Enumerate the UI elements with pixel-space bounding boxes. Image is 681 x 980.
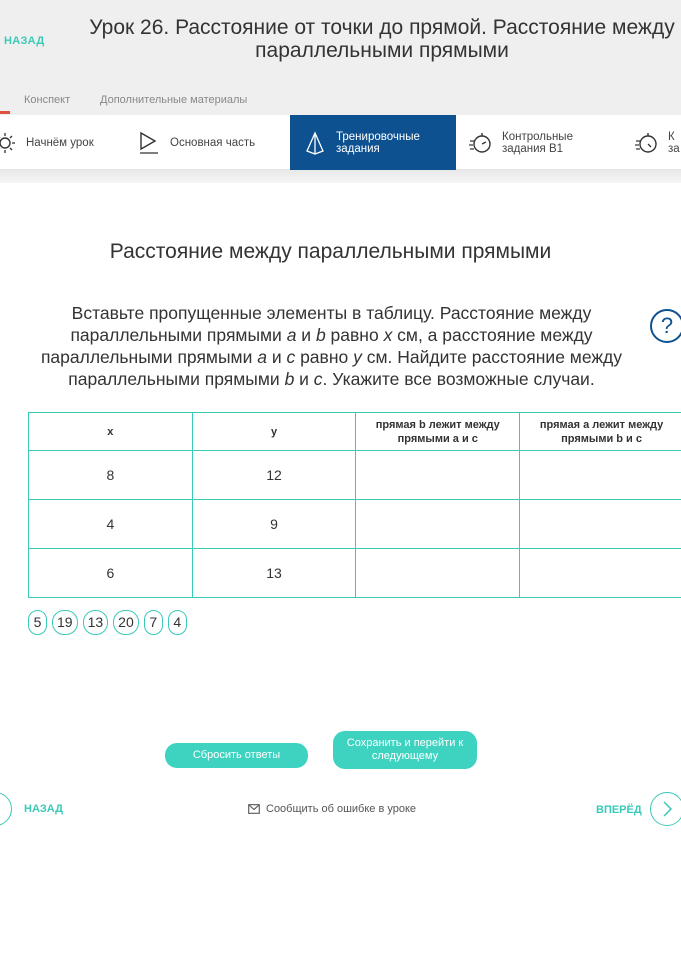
report-error-link[interactable] xyxy=(248,803,416,815)
save-and-next-button[interactable]: Сохранить и перейти к следующему xyxy=(333,731,477,769)
table-row xyxy=(29,500,681,549)
answer-chip[interactable]: 19 xyxy=(52,610,78,635)
pyramid-icon xyxy=(302,130,328,156)
tab-summary[interactable]: Конспект xyxy=(24,94,71,106)
lesson-tabs xyxy=(0,83,681,115)
step-main-part[interactable] xyxy=(136,115,286,170)
back-arrow-button[interactable] xyxy=(0,792,12,826)
back-link[interactable]: НАЗАД xyxy=(24,803,63,815)
sun-icon xyxy=(0,130,18,156)
drop-cell[interactable] xyxy=(356,549,520,598)
lesson-header xyxy=(0,0,681,83)
step-label: Тренировочные задания xyxy=(336,130,420,155)
step-start-lesson[interactable] xyxy=(0,115,120,170)
column-header-y: y xyxy=(192,413,356,451)
drop-cell[interactable] xyxy=(356,500,520,549)
play-icon xyxy=(136,130,162,156)
table-row xyxy=(29,451,681,500)
answer-table xyxy=(28,412,681,598)
active-tab-indicator xyxy=(0,111,10,114)
lesson-steps xyxy=(0,115,681,170)
step-label: Основная часть xyxy=(170,136,256,149)
tab-extra-materials[interactable]: Дополнительные материалы xyxy=(100,94,248,106)
report-error-label: Сообщить об ошибке в уроке xyxy=(266,803,417,815)
drop-cell[interactable] xyxy=(520,549,681,598)
table-cell: 6 xyxy=(29,549,193,598)
drop-cell[interactable] xyxy=(356,451,520,500)
answer-chip[interactable]: 7 xyxy=(144,610,163,635)
envelope-icon xyxy=(248,804,260,814)
stopwatch-icon xyxy=(468,130,494,156)
answer-chip[interactable]: 13 xyxy=(83,610,109,635)
table-cell: 8 xyxy=(29,451,193,500)
table-header-row xyxy=(29,413,681,451)
answer-chip[interactable]: 5 xyxy=(28,610,47,635)
answer-chip[interactable]: 4 xyxy=(168,610,187,635)
answer-chips xyxy=(28,610,187,635)
back-link-top[interactable]: НАЗАД xyxy=(4,35,45,47)
step-label: К за xyxy=(668,130,680,155)
chevron-left-icon xyxy=(0,792,12,826)
table-row xyxy=(29,549,681,598)
column-header-x: x xyxy=(29,413,193,451)
step-control-tasks-2[interactable] xyxy=(634,115,681,170)
table-cell: 12 xyxy=(192,451,356,500)
table-cell: 13 xyxy=(192,549,356,598)
column-header-b-between: прямая b лежит между прямыми a и c xyxy=(356,413,520,451)
stopwatch-icon xyxy=(634,130,660,156)
drop-cell[interactable] xyxy=(520,500,681,549)
step-label: Контрольные задания B1 xyxy=(502,130,573,155)
column-header-a-between: прямая a лежит между прямыми b и c xyxy=(520,413,681,451)
task-text: Вставьте пропущенные элементы в таблицу. Расстояние между параллельными прямыми a и b равно x см, а расстояние между параллельными прямыми a и c равно y см. Найдите расстояние между параллельными прямыми b и c. Укажите все возможные случаи. xyxy=(40,303,623,389)
table-cell: 9 xyxy=(192,500,356,549)
step-control-tasks[interactable] xyxy=(468,115,618,170)
steps-shadow xyxy=(0,170,681,183)
reset-answers-button[interactable]: Сбросить ответы xyxy=(165,743,308,768)
step-label: Начнём урок xyxy=(26,136,94,149)
help-question-icon[interactable]: ? xyxy=(650,309,681,343)
lesson-title: Урок 26. Расстояние от точки до прямой. Расстояние между параллельными прямыми xyxy=(89,16,675,62)
chevron-right-icon xyxy=(650,792,681,826)
drop-cell[interactable] xyxy=(520,451,681,500)
answer-chip[interactable]: 20 xyxy=(113,610,139,635)
next-arrow-button[interactable] xyxy=(650,792,681,826)
next-link[interactable]: ВПЕРЁД xyxy=(596,804,642,816)
step-training-tasks[interactable] xyxy=(290,115,456,170)
table-cell: 4 xyxy=(29,500,193,549)
section-title: Расстояние между параллельными прямыми xyxy=(109,240,552,263)
